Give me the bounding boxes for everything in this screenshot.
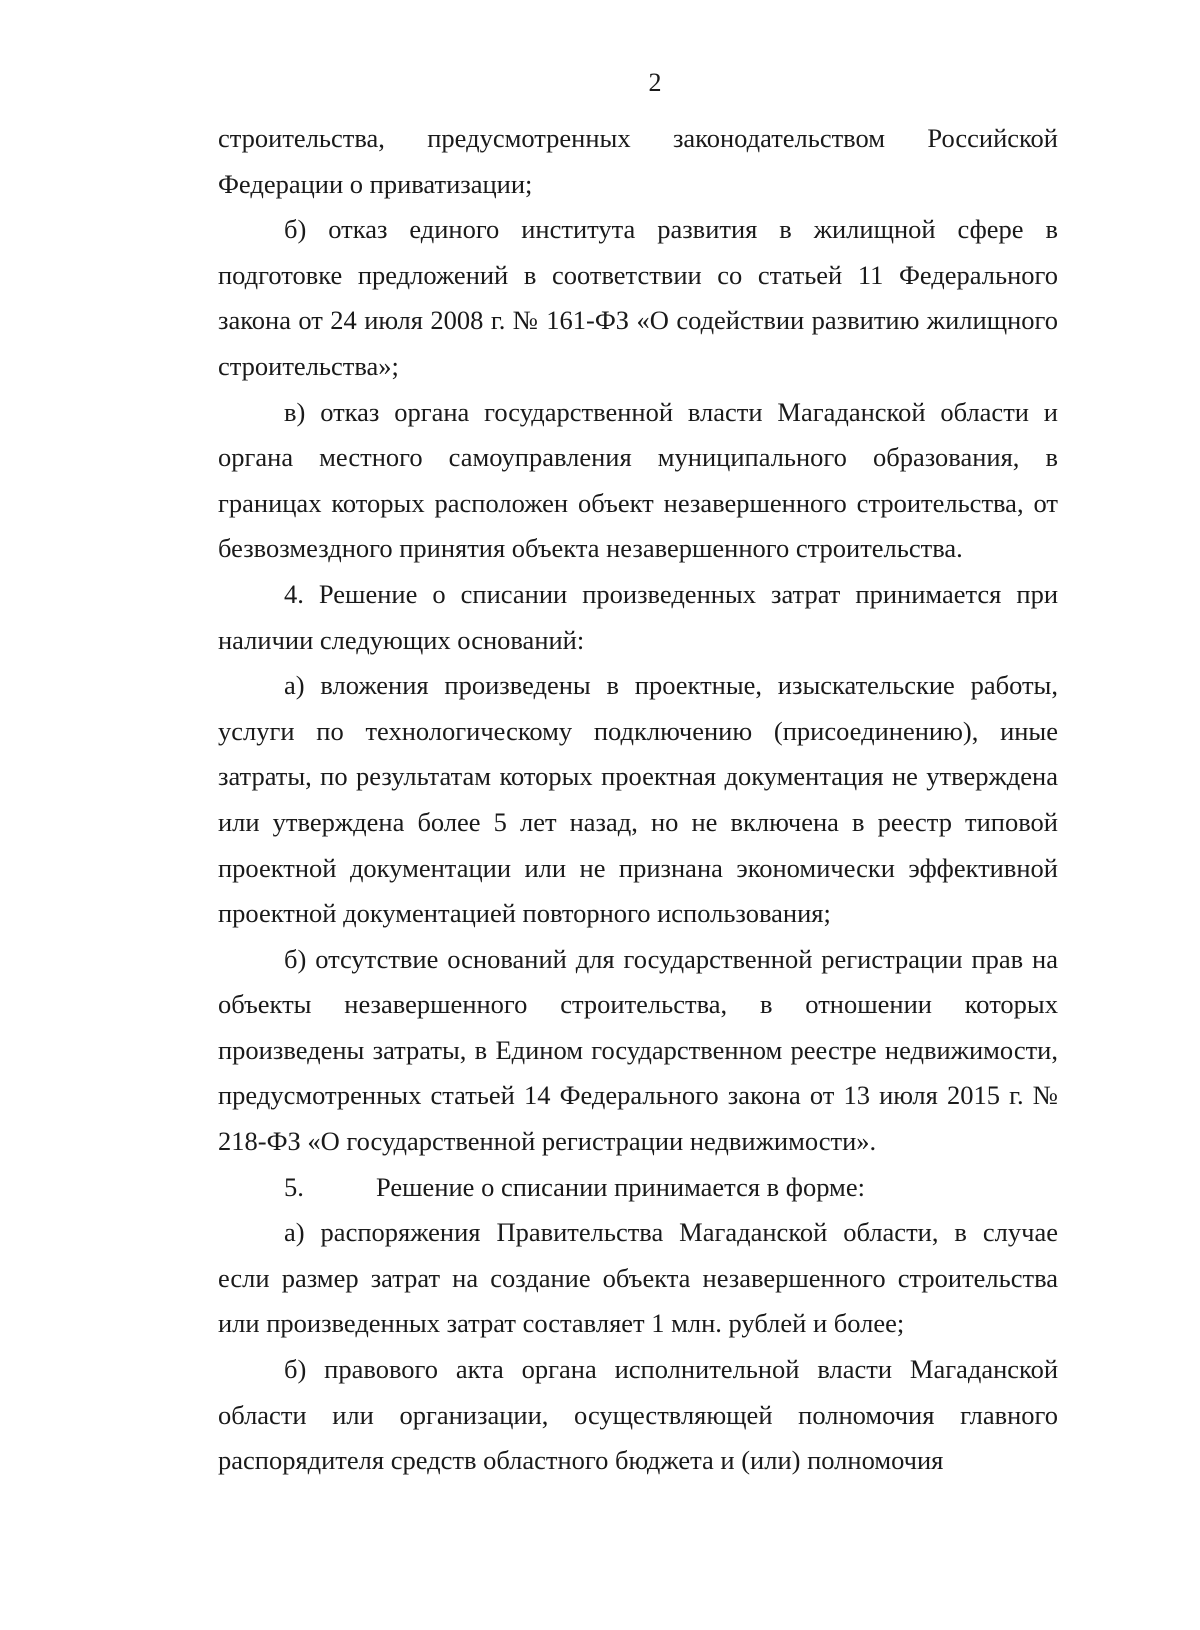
paragraph-continuation: строительства, предусмотренных законодательством Российской Федерации о приватизации; xyxy=(218,123,1058,199)
paragraph-item-a-investments: а) вложения произведены в проектные, изыскательские работы, услуги по технологическому подключению (присоединению), иные затраты, по результатам которых проектная документация не утверждена или утверждена более 5 лет назад, но не включена в реестр типовой проектной документации или не признана экономически эффективной проектной документацией повторного использования; xyxy=(218,670,1058,929)
paragraph-item-a-government-order: а) распоряжения Правительства Магаданской области, в случае если размер затрат на создание объекта незавершенного строительства или произведенных затрат составляет 1 млн. рублей и более; xyxy=(218,1217,1058,1339)
section-5-number: 5. xyxy=(284,1171,304,1202)
paragraph-item-b-legal-act: б) правового акта органа исполнительной власти Магаданской области или организации, осуществляющей полномочия главного распорядителя средств областного бюджета и (или) полномочия xyxy=(218,1354,1058,1476)
paragraph-item-b-refusal-institute: б) отказ единого института развития в жилищной сфере в подготовке предложений в соответствии со статьей 11 Федерального закона от 24 июля 2008 г. № 161-ФЗ «О содействии развитию жилищного строительства»; xyxy=(218,214,1058,381)
section-5-text: Решение о списании принимается в форме: xyxy=(376,1171,865,1202)
paragraph-section-4: 4. Решение о списании произведенных затрат принимается при наличии следующих оснований: xyxy=(218,578,1058,655)
document-body xyxy=(218,116,1058,1484)
paragraph-section-5 xyxy=(218,1165,1058,1211)
page-number: 2 xyxy=(648,68,662,97)
paragraph-item-b-no-registration: б) отсутствие оснований для государственной регистрации прав на объекты незавершенного строительства, в отношении которых произведены затраты, в Едином государственном реестре недвижимости, предусмотренных статьей 14 Федерального закона от 13 июля 2015 г. № 218-ФЗ «О государственной регистрации недвижимости». xyxy=(218,943,1058,1157)
paragraph-item-v-refusal-authority: в) отказ органа государственной власти Магаданской области и органа местного самоуправления муниципального образования, в границах которых расположен объект незавершенного строительства, от безвозмездного принятия объекта незавершенного строительства. xyxy=(218,396,1058,564)
